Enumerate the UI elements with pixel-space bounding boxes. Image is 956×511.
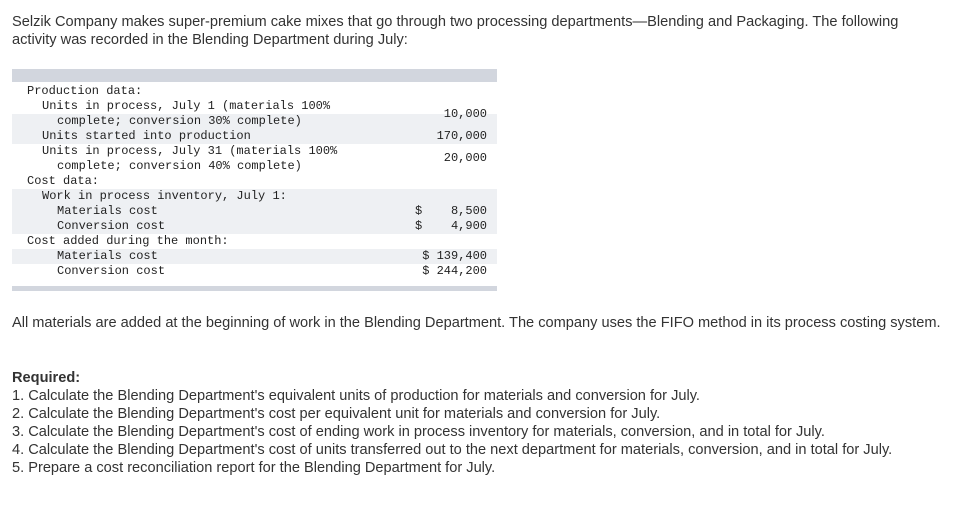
required-item: 1. Calculate the Blending Department's equivalent units of production for materials and conversion for July. [12, 388, 700, 404]
added-materials-value: $ 139,400 [422, 249, 487, 263]
added-conversion-label: Conversion cost [57, 264, 166, 278]
units-in-process-july31-label-cont: complete; conversion 40% complete) [57, 159, 302, 173]
wip-conversion-dollar-sign: $ [415, 219, 423, 233]
units-in-process-july1-label: Units in process, July 1 (materials 100% [42, 99, 331, 113]
units-in-process-july31-label: Units in process, July 31 (materials 100% [42, 144, 338, 158]
added-conversion-value: $ 244,200 [422, 264, 487, 278]
required-item: 3. Calculate the Blending Department's cost of ending work in process inventory for materials, conversion, and in total for July. [12, 424, 825, 440]
wip-materials-value: 8,500 [450, 204, 487, 218]
required-section [12, 369, 942, 477]
table-top-band [12, 69, 497, 82]
table-bottom-band [12, 286, 497, 291]
intro-paragraph: Selzik Company makes super-premium cake mixes that go through two processing departments—Blending and Packaging. The following activity was recorded in the Blending Department during July: [12, 14, 899, 48]
units-started-label: Units started into production [42, 129, 251, 143]
method-note: All materials are added at the beginning of work in the Blending Department. The company uses the FIFO method in its process costing system. [12, 315, 941, 331]
wip-conversion-label: Conversion cost [57, 219, 166, 233]
cost-added-header: Cost added during the month: [27, 234, 229, 248]
wip-july1-header: Work in process inventory, July 1: [42, 189, 287, 203]
added-materials-label: Materials cost [57, 249, 158, 263]
required-item: 5. Prepare a cost reconciliation report for the Blending Department for July. [12, 460, 496, 476]
cost-data-header: Cost data: [27, 174, 100, 188]
wip-materials-label: Materials cost [57, 204, 158, 218]
units-in-process-july31-value: 20,000 [443, 151, 487, 165]
wip-materials-dollar-sign: $ [415, 204, 423, 218]
required-item: 4. Calculate the Blending Department's cost of units transferred out to the next department for materials, conversion, and in total for July. [12, 442, 893, 458]
units-started-value: 170,000 [436, 129, 487, 143]
required-heading: Required: [12, 370, 81, 386]
units-in-process-july1-label-cont: complete; conversion 30% complete) [57, 114, 302, 128]
activity-table [12, 69, 497, 291]
required-item: 2. Calculate the Blending Department's cost per equivalent unit for materials and conversion for July. [12, 406, 661, 422]
wip-conversion-value: 4,900 [450, 219, 487, 233]
production-data-header: Production data: [27, 84, 143, 98]
units-in-process-july1-value: 10,000 [443, 107, 487, 121]
